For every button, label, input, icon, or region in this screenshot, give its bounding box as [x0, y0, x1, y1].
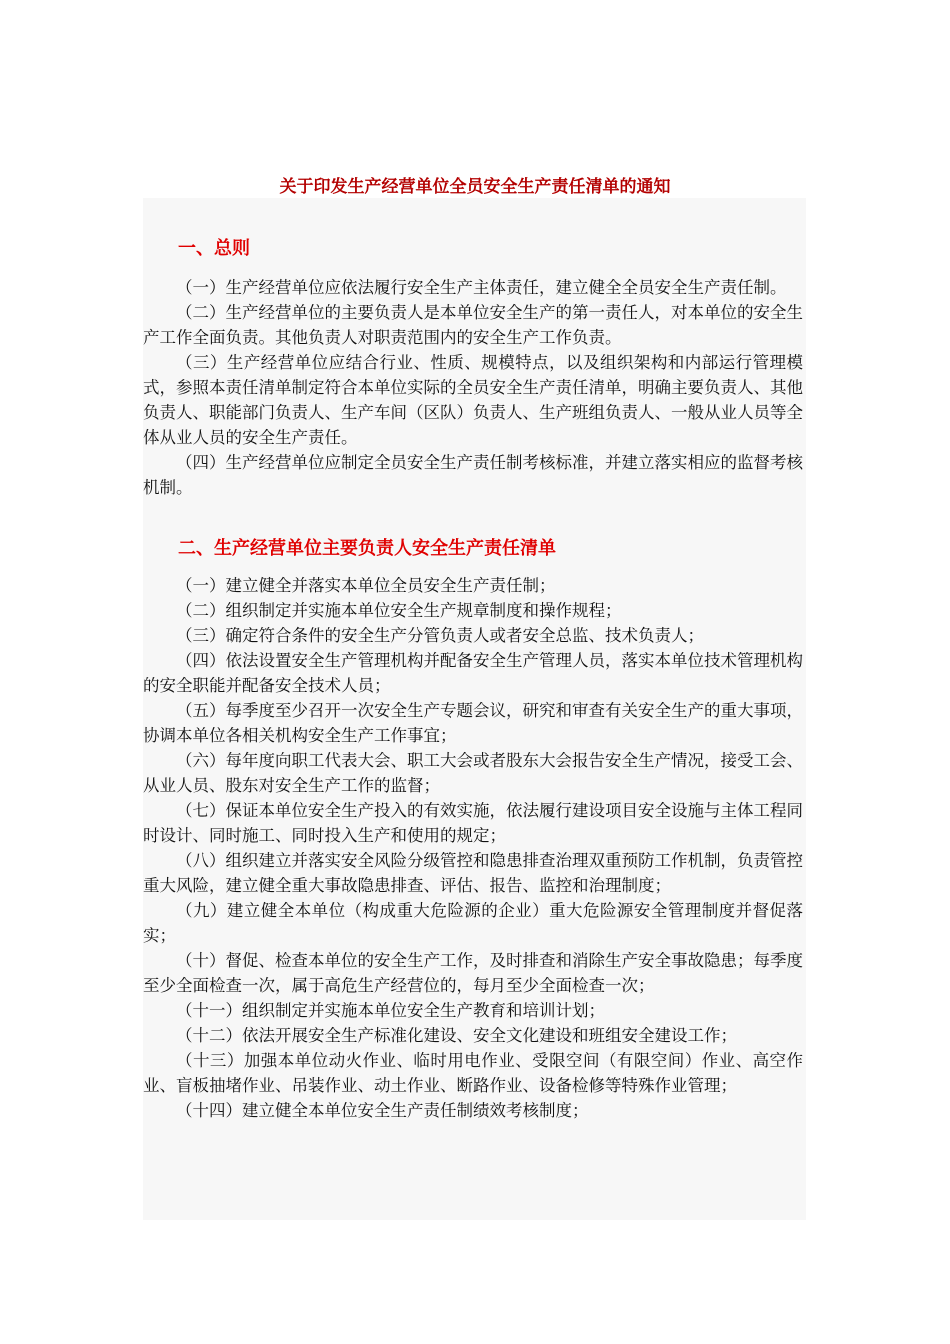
list-item: （十一）组织制定并实施本单位安全生产教育和培训计划； — [176, 1001, 605, 1020]
list-item: （四）依法设置安全生产管理机构并配备安全生产管理人员，落实本单位技术管理机构的安全职能并配备安全技术人员； — [143, 651, 803, 695]
paragraph: （四）生产经营单位应制定全员安全生产责任制考核标准，并建立落实相应的监督考核机制。 — [143, 453, 803, 497]
list-item: （七）保证本单位安全生产投入的有效实施，依法履行建设项目安全设施与主体工程同时设计、同时施工、同时投入生产和使用的规定； — [143, 801, 803, 845]
list-item: （九）建立健全本单位（构成重大危险源的企业）重大危险源安全管理制度并督促落实； — [143, 901, 803, 945]
paragraph: （一）生产经营单位应依法履行安全生产主体责任，建立健全全员安全生产责任制。 — [176, 278, 787, 297]
list-item: （十四）建立健全本单位安全生产责任制绩效考核制度； — [176, 1101, 589, 1120]
document-title: 关于印发生产经营单位全员安全生产责任清单的通知 — [279, 177, 671, 197]
section-heading-general: 一、总则 — [178, 238, 250, 259]
list-item: （十）督促、检查本单位的安全生产工作，及时排查和消除生产安全事故隐患；每季度至少全面检查一次，属于高危生产经营位的，每月至少全面检查一次； — [143, 951, 803, 995]
list-item: （五）每季度至少召开一次安全生产专题会议，研究和审查有关安全生产的重大事项，协调本单位各相关机构安全生产工作事宜； — [143, 701, 803, 745]
list-item: （八）组织建立并落实安全风险分级管控和隐患排查治理双重预防工作机制，负责管控重大风险，建立健全重大事故隐患排查、评估、报告、监控和治理制度； — [143, 851, 803, 895]
section-general-items — [143, 275, 803, 500]
list-item: （六）每年度向职工代表大会、职工大会或者股东大会报告安全生产情况，接受工会、从业人员、股东对安全生产工作的监督； — [143, 751, 803, 795]
paragraph: （三）生产经营单位应结合行业、性质、规模特点，以及组织架构和内部运行管理模式，参照本责任清单制定符合本单位实际的全员安全生产责任清单，明确主要负责人、其他负责人、职能部门负责人、生产车间（区队）负责人、生产班组负责人、一般从业人员等全体从业人员的安全生产责任。 — [143, 353, 803, 447]
section-heading-principal-responsibilities: 二、生产经营单位主要负责人安全生产责任清单 — [178, 538, 556, 559]
list-item: （十三）加强本单位动火作业、临时用电作业、受限空间（有限空间）作业、高空作业、盲板抽堵作业、吊装作业、动土作业、断路作业、设备检修等特殊作业管理； — [143, 1051, 803, 1095]
list-item: （十二）依法开展安全生产标准化建设、安全文化建设和班组安全建设工作； — [176, 1026, 737, 1045]
paragraph: （二）生产经营单位的主要负责人是本单位安全生产的第一责任人，对本单位的安全生产工作全面负责。其他负责人对职责范围内的安全生产工作负责。 — [143, 303, 803, 347]
list-item: （一）建立健全并落实本单位全员安全生产责任制； — [176, 576, 556, 595]
section-principal-responsibilities-items — [143, 573, 803, 1123]
list-item: （三）确定符合条件的安全生产分管负责人或者安全总监、技术负责人； — [176, 626, 704, 645]
list-item: （二）组织制定并实施本单位安全生产规章制度和操作规程； — [176, 601, 622, 620]
